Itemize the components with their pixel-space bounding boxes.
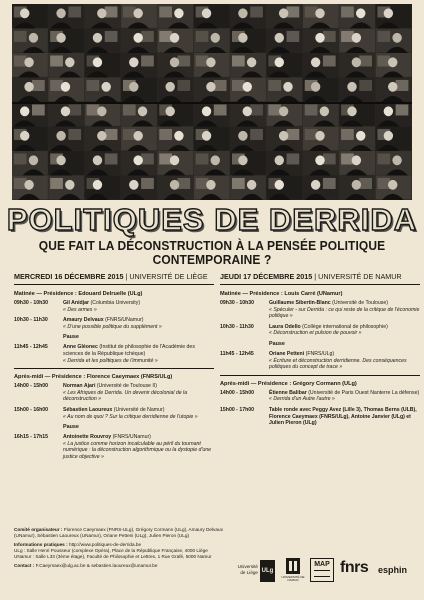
figure-head bbox=[56, 8, 65, 18]
program-entry bbox=[14, 317, 214, 330]
esphin-logo bbox=[378, 560, 416, 580]
collage-highlight bbox=[32, 104, 45, 115]
figure-head bbox=[129, 82, 138, 92]
speaker-name: Amaury Delvaux bbox=[63, 317, 104, 324]
entry-time: 15h00 - 16h00 bbox=[14, 406, 49, 413]
figure-head bbox=[311, 82, 320, 92]
photo-collage bbox=[12, 4, 412, 200]
entry-time: 15h00 - 17h00 bbox=[220, 406, 255, 413]
figure-head bbox=[384, 8, 393, 18]
entry-time: 09h30 - 10h30 bbox=[220, 300, 255, 306]
figure-head bbox=[170, 180, 179, 190]
address-ulg: ULg : Salle Henri Pousseur (complexe Opéra), Place de la République Française, 4000 Liège bbox=[14, 548, 208, 554]
figure-head bbox=[20, 8, 29, 18]
collage-highlight bbox=[14, 31, 27, 42]
figure-head bbox=[56, 33, 65, 43]
day1-date: MERCREDI 16 DÉCEMBRE 2015 bbox=[14, 272, 124, 281]
figure-head bbox=[315, 155, 324, 165]
unamur-logo bbox=[280, 558, 306, 584]
figure-head bbox=[320, 106, 329, 116]
entry-time: 10h30 - 11h30 bbox=[14, 317, 48, 324]
entry-time: 16h15 - 17h15 bbox=[14, 434, 49, 441]
speaker-name: Guillaume Sibertin-Blanc bbox=[269, 300, 331, 306]
figure-head bbox=[29, 33, 38, 43]
collage-highlight bbox=[105, 6, 118, 17]
talk-title: « Déconstruction et pulsion de pouvoir » bbox=[269, 330, 362, 337]
talk-title: « Des armes » bbox=[63, 306, 97, 313]
figure-head bbox=[384, 106, 393, 116]
talk-title: « Derrida d'un Autre l'autre » bbox=[269, 396, 335, 403]
figure-head bbox=[93, 57, 102, 67]
collage-highlight bbox=[123, 104, 136, 115]
figure-head bbox=[97, 8, 106, 18]
entry-time: 14h00 - 15h00 bbox=[14, 383, 49, 390]
collage-highlight bbox=[87, 80, 100, 91]
entry-time: 11h45 - 12h45 bbox=[14, 344, 48, 351]
collage-highlight bbox=[359, 80, 372, 91]
entry-time: 10h30 - 11h30 bbox=[220, 323, 254, 330]
speaker-affiliation: (FNRS/UNamur) bbox=[103, 317, 144, 324]
figure-head bbox=[29, 155, 38, 165]
collage-highlight bbox=[287, 153, 300, 164]
committee-text: Florence Caeymaex (FNRS-ULg), Grégory Cormann (ULg), Amaury Delvaux (UNamur), Sébastien Laoureux (UNamur), Oriane Petteni (ULg), Julien Pieron (ULg) bbox=[14, 527, 223, 539]
figure-head bbox=[202, 8, 211, 18]
fnrs-logo bbox=[340, 556, 372, 584]
day2-date: JEUDI 17 DÉCEMBRE 2015 bbox=[220, 272, 313, 281]
speaker-name: Sébastien Laoureux bbox=[63, 406, 113, 413]
collage-highlight bbox=[377, 153, 390, 164]
figure-head bbox=[133, 131, 142, 141]
figure-head bbox=[20, 131, 29, 141]
collage-highlight bbox=[377, 31, 390, 42]
figure-head bbox=[275, 155, 284, 165]
figure-head bbox=[315, 33, 324, 43]
figure-head bbox=[392, 33, 401, 43]
collage-highlight bbox=[177, 178, 190, 189]
figure-head bbox=[97, 131, 106, 141]
collage-highlight bbox=[141, 31, 154, 42]
figure-head bbox=[238, 131, 247, 141]
info-url[interactable]: http://www.politiques-de-derrida.be bbox=[68, 542, 142, 548]
collage-highlight bbox=[396, 104, 409, 115]
figure-head bbox=[24, 57, 33, 67]
unamur-logo-text: UNIVERSITÉ DE NAMUR bbox=[281, 575, 305, 583]
collage-highlight bbox=[214, 104, 227, 115]
collage-highlight bbox=[323, 55, 336, 66]
figure-head bbox=[384, 131, 393, 141]
collage-highlight bbox=[287, 129, 300, 140]
speaker-affiliation: (Université de Paris Ouest Nanterre La défense) bbox=[306, 389, 420, 396]
collage-highlight bbox=[250, 129, 263, 140]
poster-subtitle: QUE FAIT LA DÉCONSTRUCTION À LA PENSÉE POLITIQUE CONTEMPORAINE ? bbox=[38, 239, 386, 267]
speaker-name: Table ronde avec Peggy Avez (Lille 3), Thomas Berns (ULB), Florence Caeymaex (FNRS/ULg), Antoine Janvier (ULg) et Julien Pieron (ULg) bbox=[269, 406, 417, 427]
talk-title: « Écriture et déconstruction derridienne. Des conséquences politiques du concept de trace » bbox=[269, 357, 407, 371]
figure-head bbox=[61, 82, 70, 92]
day2-pause-1: Pause bbox=[269, 340, 285, 347]
figure-head bbox=[356, 131, 365, 141]
collage-image bbox=[12, 4, 412, 200]
collage-highlight bbox=[68, 129, 81, 140]
ulg-logo-mark bbox=[260, 560, 275, 582]
entry-time: 09h30 - 10h30 bbox=[14, 300, 49, 306]
collage-highlight bbox=[323, 153, 336, 164]
day2-divider bbox=[220, 375, 420, 377]
collage-highlight bbox=[68, 104, 81, 115]
speaker-affiliation: (Collège international de philosophie) bbox=[300, 323, 388, 330]
collage-highlight bbox=[141, 153, 154, 164]
figure-head bbox=[202, 131, 211, 141]
figure-head bbox=[20, 106, 29, 116]
entry-time: 11h45 - 12h45 bbox=[220, 350, 254, 357]
sponsor-logos bbox=[236, 556, 416, 586]
day1-column bbox=[14, 272, 214, 465]
day1-divider bbox=[14, 368, 214, 370]
program-entry bbox=[220, 351, 420, 371]
poster-title: POLITIQUES DE DERRIDA bbox=[6, 202, 418, 237]
figure-head bbox=[133, 155, 142, 165]
figure-head bbox=[97, 106, 106, 116]
address-unamur: UNamur : Salle L33 (3ème étage), Faculté de Philosophie et Lettres, 1 Rue Grafé, 5000 Namur bbox=[14, 554, 212, 560]
collage-highlight bbox=[105, 129, 118, 140]
program-entry bbox=[14, 300, 214, 313]
speaker-name: Anne Gléonec bbox=[63, 344, 98, 351]
figure-head bbox=[61, 106, 70, 116]
figure-head bbox=[243, 106, 252, 116]
day2-afternoon-title: Après-midi — Présidence : Grégory Cormann (ULg) bbox=[220, 380, 357, 387]
figure-head bbox=[315, 131, 324, 141]
program-entry bbox=[220, 300, 420, 320]
map-logo bbox=[310, 558, 334, 582]
speaker-affiliation: (Université de Toulouse II) bbox=[95, 383, 157, 390]
figure-head bbox=[283, 82, 292, 92]
collage-highlight bbox=[141, 55, 154, 66]
figure-head bbox=[202, 106, 211, 116]
figure-head bbox=[138, 106, 147, 116]
figure-head bbox=[93, 33, 102, 43]
figure-head bbox=[352, 33, 361, 43]
speaker-affiliation: (Université de Namur) bbox=[112, 406, 165, 413]
figure-head bbox=[238, 155, 247, 165]
figure-head bbox=[65, 57, 74, 67]
day1-place: UNIVERSITÉ DE LIÈGE bbox=[129, 272, 208, 281]
fnrs-logo-text: fnrs bbox=[340, 559, 369, 576]
figure-head bbox=[101, 82, 110, 92]
figure-head bbox=[170, 155, 179, 165]
collage-band bbox=[12, 102, 412, 104]
figure-head bbox=[352, 57, 361, 67]
collage-highlight bbox=[177, 55, 190, 66]
figure-head bbox=[174, 8, 183, 18]
collage-highlight bbox=[14, 153, 27, 164]
day1-afternoon-title: Après-midi — Présidence : Florence Caeymaex (FNRS/ULg) bbox=[14, 374, 173, 381]
collage-highlight bbox=[214, 80, 227, 91]
figure-head bbox=[129, 180, 138, 190]
figure-head bbox=[347, 106, 356, 116]
figure-head bbox=[356, 8, 365, 18]
day2-header: JEUDI 17 DÉCEMBRE 2015 | UNIVERSITÉ DE NAMUR bbox=[220, 272, 420, 285]
day2-column bbox=[220, 272, 420, 431]
program-entry bbox=[220, 407, 420, 427]
figure-head bbox=[65, 180, 74, 190]
figure-head bbox=[388, 82, 397, 92]
figure-head bbox=[247, 57, 256, 67]
figure-head bbox=[165, 82, 174, 92]
figure-head bbox=[206, 57, 215, 67]
contact-line bbox=[14, 563, 229, 569]
speaker-name: Gil Anidjar bbox=[63, 300, 90, 306]
collage-highlight bbox=[323, 178, 336, 189]
figure-head bbox=[170, 33, 179, 43]
figure-head bbox=[133, 33, 142, 43]
day1-pause-1: Pause bbox=[63, 334, 79, 341]
speaker-affiliation: (Université de Toulouse) bbox=[330, 300, 388, 306]
collage-highlight bbox=[341, 6, 354, 17]
speaker-name: Laura Odello bbox=[269, 323, 301, 330]
collage-highlight bbox=[50, 55, 63, 66]
collage-highlight bbox=[287, 31, 300, 42]
figure-head bbox=[388, 57, 397, 67]
day2-morning-title: Matinée — Présidence : Louis Carré (UNamur) bbox=[220, 291, 343, 297]
collage-highlight bbox=[305, 104, 318, 115]
collage-highlight bbox=[50, 178, 63, 189]
figure-head bbox=[174, 131, 183, 141]
unamur-shield-icon bbox=[286, 558, 300, 574]
figure-head bbox=[206, 82, 215, 92]
collage-highlight bbox=[250, 6, 263, 17]
collage-highlight bbox=[287, 6, 300, 17]
collage-highlight bbox=[341, 129, 354, 140]
committee-line bbox=[14, 527, 229, 539]
collage-highlight bbox=[396, 80, 409, 91]
esphin-logo-text: esphin bbox=[378, 565, 408, 575]
speaker-name: Antoinette Rouvroy bbox=[63, 434, 112, 441]
figure-head bbox=[238, 8, 247, 18]
collage-highlight bbox=[232, 55, 245, 66]
figure-head bbox=[311, 180, 320, 190]
figure-head bbox=[243, 82, 252, 92]
collage-highlight bbox=[268, 80, 281, 91]
speaker-affiliation: (FNRS/ULg) bbox=[304, 350, 335, 357]
collage-highlight bbox=[196, 153, 209, 164]
speaker-affiliation: (Institut de philosophie de l'Académie des sciences de la République tchèque) bbox=[63, 344, 195, 357]
figure-head bbox=[129, 57, 138, 67]
collage-highlight bbox=[177, 80, 190, 91]
figure-head bbox=[24, 82, 33, 92]
collage-highlight bbox=[196, 31, 209, 42]
info-label: Informations pratiques : bbox=[14, 542, 68, 548]
speaker-affiliation: (FNRS/UNamur) bbox=[111, 434, 151, 441]
ulg-logo-mark-text: ULg bbox=[261, 568, 274, 574]
collage-highlight bbox=[105, 31, 118, 42]
collage-highlight bbox=[359, 178, 372, 189]
program-entry bbox=[14, 407, 214, 420]
collage-highlight bbox=[159, 129, 172, 140]
collage-highlight bbox=[323, 31, 336, 42]
program-entry bbox=[220, 324, 420, 337]
speaker-name: Oriane Petteni bbox=[269, 350, 305, 357]
collage-highlight bbox=[159, 6, 172, 17]
figure-head bbox=[311, 57, 320, 67]
figure-head bbox=[238, 33, 247, 43]
collage-highlight bbox=[68, 6, 81, 17]
figure-head bbox=[347, 82, 356, 92]
day1-morning-title: Matinée — Présidence : Edouard Delruelle (ULg) bbox=[14, 291, 143, 297]
figure-head bbox=[170, 57, 179, 67]
speaker-name: Étienne Balibar bbox=[269, 389, 307, 396]
figure-head bbox=[133, 8, 142, 18]
figure-head bbox=[279, 131, 288, 141]
ulg-logo bbox=[236, 558, 276, 584]
collage-highlight bbox=[359, 55, 372, 66]
talk-title: « Au nom de quoi ? Sur la critique derridienne de l'utopie » bbox=[63, 413, 198, 420]
talk-title: « Spéculer - sur Derrida : ce qui reste de la critique de l'économie politique » bbox=[269, 306, 420, 320]
figure-head bbox=[247, 180, 256, 190]
figure-head bbox=[93, 180, 102, 190]
talk-title: « La justice comme horizon incalculable au péril du tournant numérique : la déconstruction algorithmique ou la dystopie d'une justice objective » bbox=[63, 440, 212, 460]
figure-head bbox=[352, 180, 361, 190]
program-entry bbox=[220, 390, 420, 403]
contact-label: Contact : bbox=[14, 563, 35, 569]
figure-head bbox=[279, 8, 288, 18]
collage-highlight bbox=[250, 104, 263, 115]
day1-header: MERCREDI 16 DÉCEMBRE 2015 | UNIVERSITÉ DE LIÈGE bbox=[14, 272, 214, 285]
collage-highlight bbox=[105, 153, 118, 164]
speaker-name: Norman Ajari bbox=[63, 383, 96, 390]
poster-heading bbox=[0, 203, 424, 267]
figure-head bbox=[275, 180, 284, 190]
figure-head bbox=[279, 106, 288, 116]
day2-place: UNIVERSITÉ DE NAMUR bbox=[318, 272, 402, 281]
collage-highlight bbox=[32, 80, 45, 91]
figure-head bbox=[56, 155, 65, 165]
info-block bbox=[14, 542, 229, 560]
contact-emails[interactable]: F.Caeymaex@ulg.ac.be & sebastien.laoureux@unamur.be bbox=[35, 563, 158, 569]
figure-head bbox=[275, 57, 284, 67]
figure-head bbox=[211, 33, 220, 43]
collage-highlight bbox=[141, 178, 154, 189]
speaker-affiliation: (Columbia University) bbox=[89, 300, 141, 306]
entry-time: 14h00 - 15h00 bbox=[220, 389, 255, 396]
figure-head bbox=[93, 155, 102, 165]
program-entry bbox=[14, 434, 214, 460]
talk-title: « D'une possible politique du supplément » bbox=[63, 323, 162, 330]
talk-title: « Les Afriques de Derrida. Un devenir décolonial de la déconstruction » bbox=[63, 389, 188, 403]
footer-info bbox=[14, 527, 229, 573]
figure-head bbox=[165, 106, 174, 116]
figure-head bbox=[388, 180, 397, 190]
talk-title: « Derrida et les politiques de l'immunité » bbox=[63, 357, 158, 364]
committee-label: Comité organisateur : bbox=[14, 527, 63, 532]
figure-head bbox=[211, 155, 220, 165]
figure-head bbox=[315, 8, 324, 18]
figure-head bbox=[24, 180, 33, 190]
ulg-logo-text: Université de Liège bbox=[237, 564, 258, 575]
program-entry bbox=[14, 344, 214, 364]
figure-head bbox=[352, 155, 361, 165]
map-logo-text: MAP bbox=[314, 561, 330, 568]
map-logo-stripe bbox=[314, 570, 330, 577]
figure-head bbox=[206, 180, 215, 190]
figure-head bbox=[392, 155, 401, 165]
collage-highlight bbox=[232, 178, 245, 189]
figure-head bbox=[56, 131, 65, 141]
program-entry bbox=[14, 383, 214, 403]
figure-head bbox=[275, 33, 284, 43]
day1-pause-2: Pause bbox=[63, 424, 79, 431]
